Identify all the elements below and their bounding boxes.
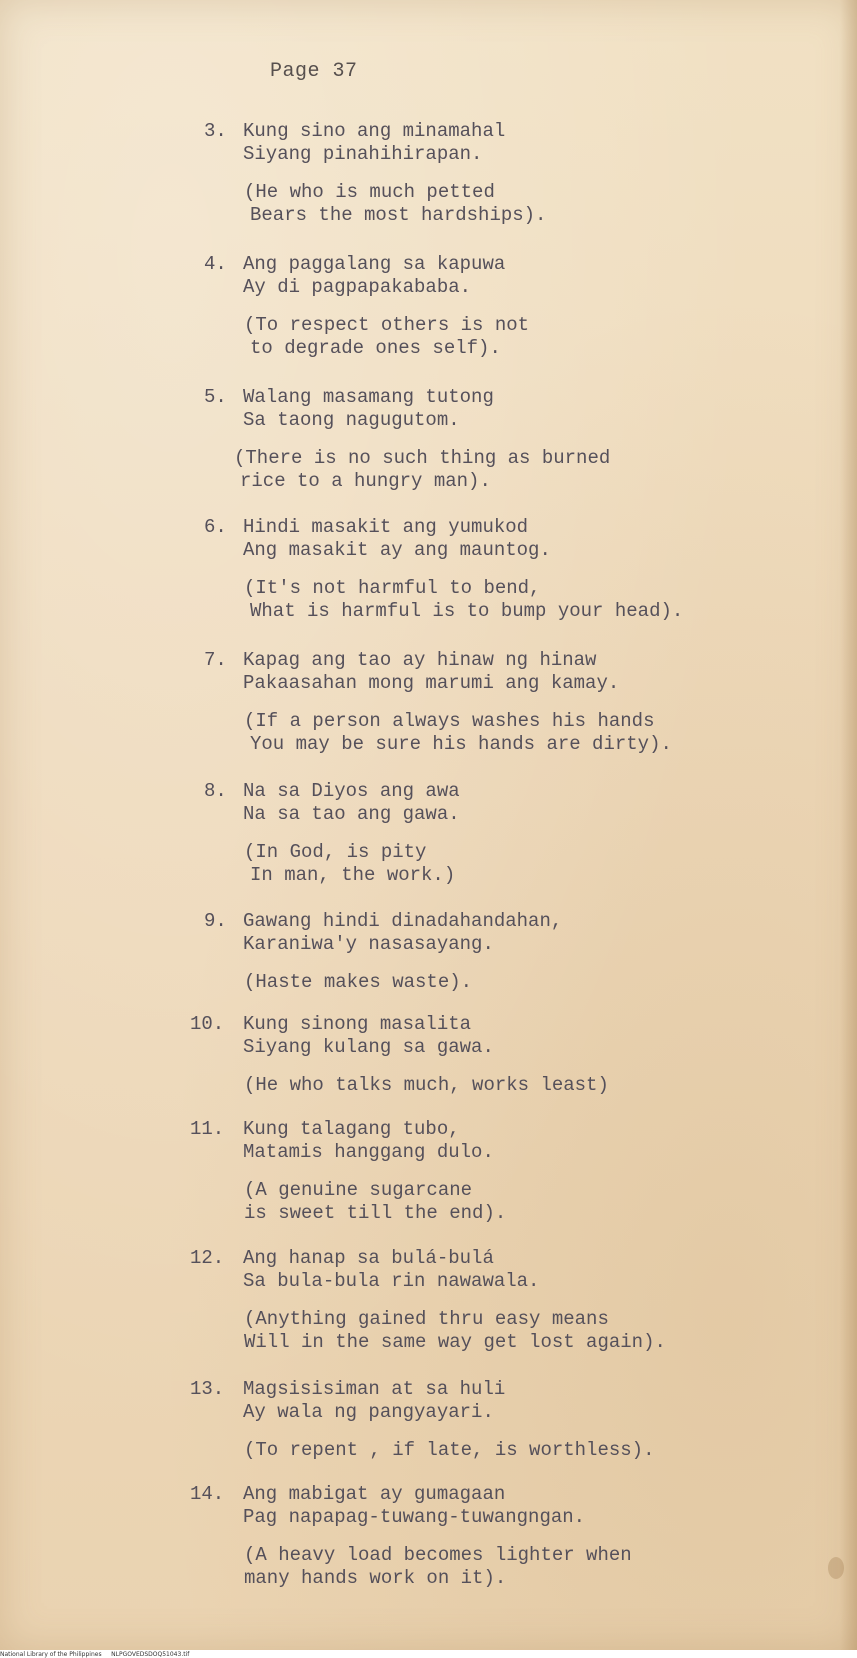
english-line-1: (He who talks much, works least) (244, 1074, 609, 1096)
english-line-2: In man, the work.) (250, 864, 456, 886)
tagalog-line-1: Walang masamang tutong (243, 386, 494, 408)
entry-number: 10. (190, 1013, 225, 1035)
page-edge-shadow (840, 0, 857, 1650)
proverb-9 (204, 910, 824, 994)
page-label: Page 37 (270, 60, 358, 83)
tagalog-line-2: Siyang pinahihirapan. (243, 143, 483, 165)
entry-number: 11. (190, 1118, 225, 1140)
tagalog-line-1: Gawang hindi dinadahandahan, (243, 910, 563, 932)
english-line-2: to degrade ones self). (250, 337, 501, 359)
tagalog-line-1: Hindi masakit ang yumukod (243, 516, 529, 538)
proverb-5 (204, 386, 824, 493)
english-line-2: Bears the most hardships). (250, 204, 547, 226)
tagalog-line-2: Pakaasahan mong marumi ang kamay. (243, 672, 620, 694)
tagalog-line-1: Magsisisiman at sa huli (243, 1378, 506, 1400)
entry-number: 4. (204, 253, 227, 275)
tagalog-line-2: Karaniwa'y nasasayang. (243, 933, 494, 955)
entry-number: 3. (204, 120, 227, 142)
proverb-14 (190, 1483, 824, 1590)
tagalog-line-2: Ang masakit ay ang mauntog. (243, 539, 551, 561)
entry-number: 13. (190, 1378, 225, 1400)
proverb-13 (190, 1378, 824, 1462)
tagalog-line-1: Na sa Diyos ang awa (243, 780, 460, 802)
tagalog-line-1: Ang hanap sa bulá-bulá (243, 1247, 494, 1269)
proverb-6 (204, 516, 824, 623)
proverb-3 (204, 120, 824, 227)
tagalog-line-1: Kung talagang tubo, (243, 1118, 460, 1140)
english-line-2: You may be sure his hands are dirty). (250, 733, 672, 755)
english-line-1: (To repent , if late, is worthless). (244, 1439, 655, 1461)
file-name: NLPGOVEDSDOQ51043.tif (111, 1651, 190, 1658)
library-credit: National Library of the Philippines (0, 1651, 102, 1658)
english-line-2: Will in the same way get lost again). (244, 1331, 666, 1353)
tagalog-line-1: Kung sino ang minamahal (243, 120, 506, 142)
tagalog-line-2: Sa bula-bula rin nawawala. (243, 1270, 540, 1292)
english-line-2: rice to a hungry man). (240, 470, 491, 492)
english-line-1: (Haste makes waste). (244, 971, 473, 993)
entry-number: 7. (204, 649, 227, 671)
english-line-2: many hands work on it). (244, 1567, 507, 1589)
proverb-8 (204, 780, 824, 887)
english-line-1: (A heavy load becomes lighter when (244, 1544, 632, 1566)
tagalog-line-2: Ay wala ng pangyayari. (243, 1401, 494, 1423)
english-line-2: is sweet till the end). (244, 1202, 507, 1224)
english-line-1: (Anything gained thru easy means (244, 1308, 609, 1330)
english-line-1: (To respect others is not (244, 314, 530, 336)
proverb-12 (190, 1247, 824, 1354)
proverb-7 (204, 649, 824, 756)
english-line-1: (He who is much petted (244, 181, 495, 203)
tagalog-line-1: Kung sinong masalita (243, 1013, 472, 1035)
tagalog-line-1: Ang mabigat ay gumagaan (243, 1483, 506, 1505)
english-line-1: (It's not harmful to bend, (244, 577, 541, 599)
proverb-10 (190, 1013, 824, 1097)
tagalog-line-2: Ay di pagpapakababa. (243, 276, 472, 298)
tagalog-line-2: Siyang kulang sa gawa. (243, 1036, 494, 1058)
proverb-11 (190, 1118, 824, 1225)
english-line-1: (If a person always washes his hands (244, 710, 655, 732)
tagalog-line-2: Sa taong nagugutom. (243, 409, 460, 431)
entry-number: 8. (204, 780, 227, 802)
english-line-1: (A genuine sugarcane (244, 1179, 473, 1201)
tagalog-line-2: Pag napapag-tuwang-tuwangngan. (243, 1506, 586, 1528)
entry-number: 14. (190, 1483, 225, 1505)
scan-footer (0, 1651, 857, 1658)
tagalog-line-1: Kapag ang tao ay hinaw ng hinaw (243, 649, 597, 671)
entry-number: 12. (190, 1247, 225, 1269)
paper-stain (828, 1557, 844, 1579)
entry-number: 9. (204, 910, 227, 932)
entry-number: 6. (204, 516, 227, 538)
english-line-1: (In God, is pity (244, 841, 427, 863)
proverb-4 (204, 253, 824, 360)
entry-number: 5. (204, 386, 227, 408)
tagalog-line-2: Matamis hanggang dulo. (243, 1141, 494, 1163)
tagalog-line-1: Ang paggalang sa kapuwa (243, 253, 506, 275)
english-line-2: What is harmful is to bump your head). (250, 600, 684, 622)
tagalog-line-2: Na sa tao ang gawa. (243, 803, 460, 825)
english-line-1: (There is no such thing as burned (234, 447, 611, 469)
